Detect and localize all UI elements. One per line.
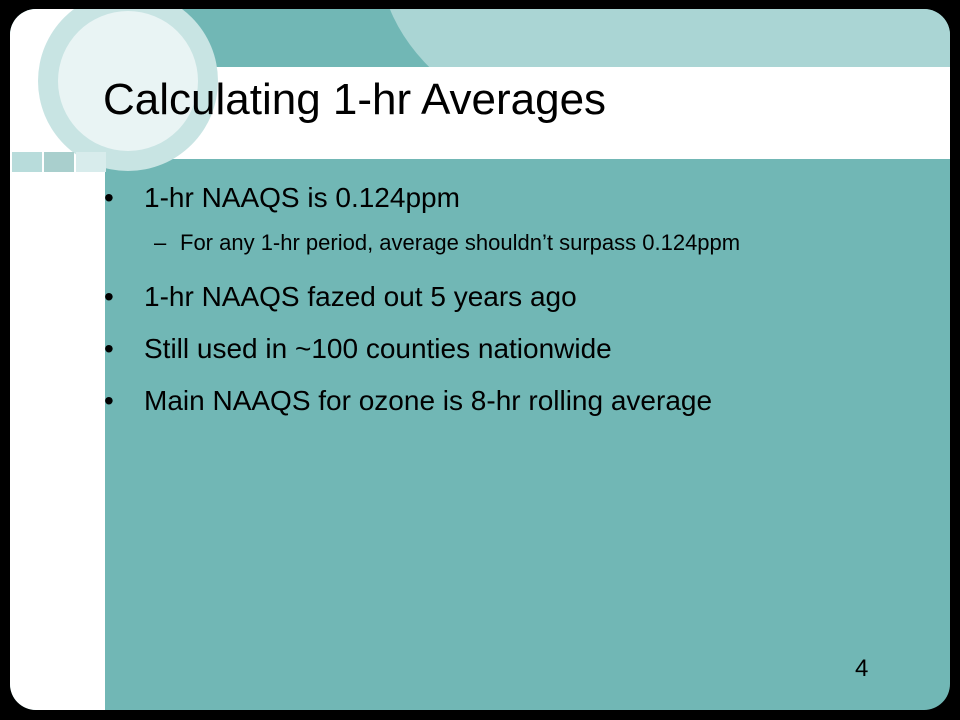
slide-title: Calculating 1-hr Averages	[103, 75, 607, 124]
sub-bullet-glyph: –	[154, 230, 167, 255]
bullet-list	[104, 180, 924, 435]
bullet-item	[104, 331, 924, 367]
bullet-item	[104, 180, 924, 216]
page-number: 4	[855, 655, 869, 682]
decorative-square	[44, 152, 74, 172]
decorative-square	[12, 152, 42, 172]
sub-bullet-item	[104, 226, 880, 259]
bullet-item	[104, 383, 924, 419]
bullet-glyph: •	[104, 182, 114, 213]
decorative-square	[76, 152, 106, 172]
bullet-text: Main NAAQS for ozone is 8-hr rolling average	[144, 385, 713, 416]
bullet-text: 1-hr NAAQS fazed out 5 years ago	[144, 281, 577, 312]
bullet-text: 1-hr NAAQS is 0.124ppm	[144, 182, 460, 213]
sub-bullet-text: For any 1-hr period, average shouldn’t surpass 0.124ppm	[180, 230, 741, 255]
bullet-glyph: •	[104, 281, 114, 312]
bullet-text: Still used in ~100 counties nationwide	[144, 333, 612, 364]
bullet-glyph: •	[104, 333, 114, 364]
bullet-glyph: •	[104, 385, 114, 416]
bullet-item	[104, 279, 924, 315]
